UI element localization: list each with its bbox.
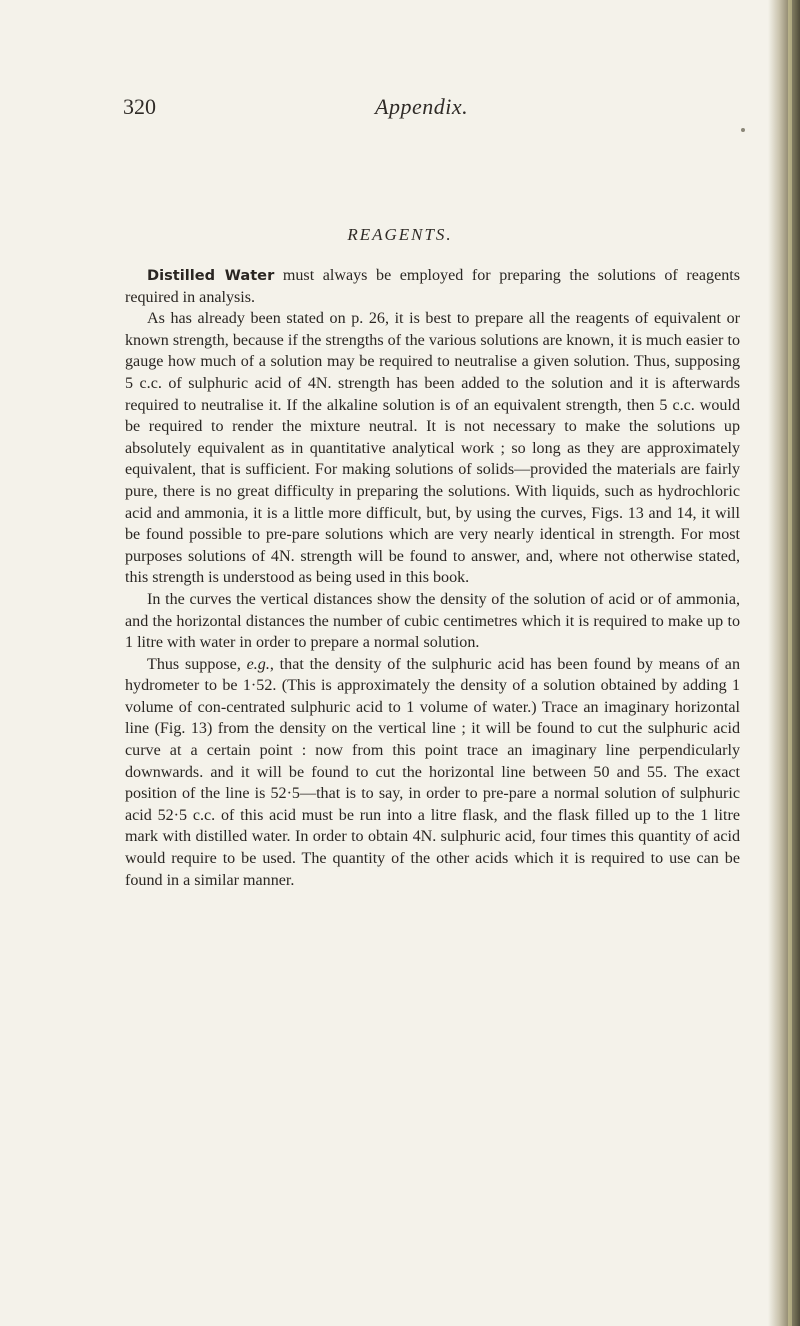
- page-number: 320: [123, 94, 156, 119]
- paragraph-lead: Distilled Water: [147, 267, 275, 284]
- paragraph-2: As has already been stated on p. 26, it is best to prepare all the reagents of equivalent or known strength, because if the strengths of the various solutions are known, it is much easier to gauge how much of a solution may be required to neutralise a given solution. Thus, supposing 5 c.c. of sulphuric acid of 4N. strength has been added to the solution and it is afterwards required to neutralise it. If the alkaline solution is of an equivalent strength, then 5 c.c. would be required to render the mixture neutral. It is not necessary to make the solutions up absolutely equivalent as in quantitative analytical work ; so long as they are approximately equivalent, that is sufficient. For making solutions of solids—provided the materials are fairly pure, there is no great difficulty in preparing the solutions. With liquids, such as hydrochloric acid and ammonia, it is a little more difficult, but, by using the curves, Figs. 13 and 14, it will be found possible to pre-pare solutions which are very nearly identical in strength. For most purposes solutions of 4N. strength will be found to answer, and, where not otherwise stated, this strength is understood as being used in this book.: [125, 310, 740, 587]
- page-header: [0, 94, 800, 134]
- paragraph-4-eg: e.g.: [246, 655, 270, 673]
- page-edge-highlight: [788, 0, 792, 1326]
- paragraph-4-text-b: , that the density of the sulphuric acid has been found by means of an hydrometer to be 1·52. (This is approximately the density of a solution obtained by adding 1 volume of con-centrated sulphuric acid to 1 volume of water.) Trace an imaginary horizontal line (Fig. 13) from the density on the vertical line ; it will be found to cut the sulphuric acid curve at a certain point : now from this point trace an imaginary line perpendicularly downwards. and it will be found to cut the horizontal line between 50 and 55. The exact position of the line is 52·5—that is to say, in order to pre-pare a normal solution of sulphuric acid 52·5 c.c. of this acid must be run into a litre flask, and the flask filled up to the 1 litre mark with distilled water. In order to obtain 4N. sulphuric acid, four times this quantity of acid would require to be used. The quantity of the other acids which it is required to use can be found in a similar manner.: [125, 655, 740, 889]
- section-heading: REAGENTS.: [347, 225, 453, 244]
- print-speck: [741, 128, 745, 132]
- paragraph-4-text-a: Thus suppose,: [147, 655, 247, 673]
- running-title: Appendix.: [375, 94, 469, 119]
- paragraph-4: [125, 654, 740, 892]
- paragraph-1: [125, 265, 740, 308]
- body-text: [125, 265, 740, 891]
- paragraph-3: In the curves the vertical distances show the density of the solution of acid or of ammonia, and the horizontal distances the number of cubic centimetres which it is required to make up to 1 litre with water in order to prepare a normal solution.: [125, 590, 740, 652]
- paragraph-1-text: must always be employed for preparing the solutions of reagents required in analysis.: [125, 267, 740, 306]
- page-edge-shadow: [768, 0, 800, 1326]
